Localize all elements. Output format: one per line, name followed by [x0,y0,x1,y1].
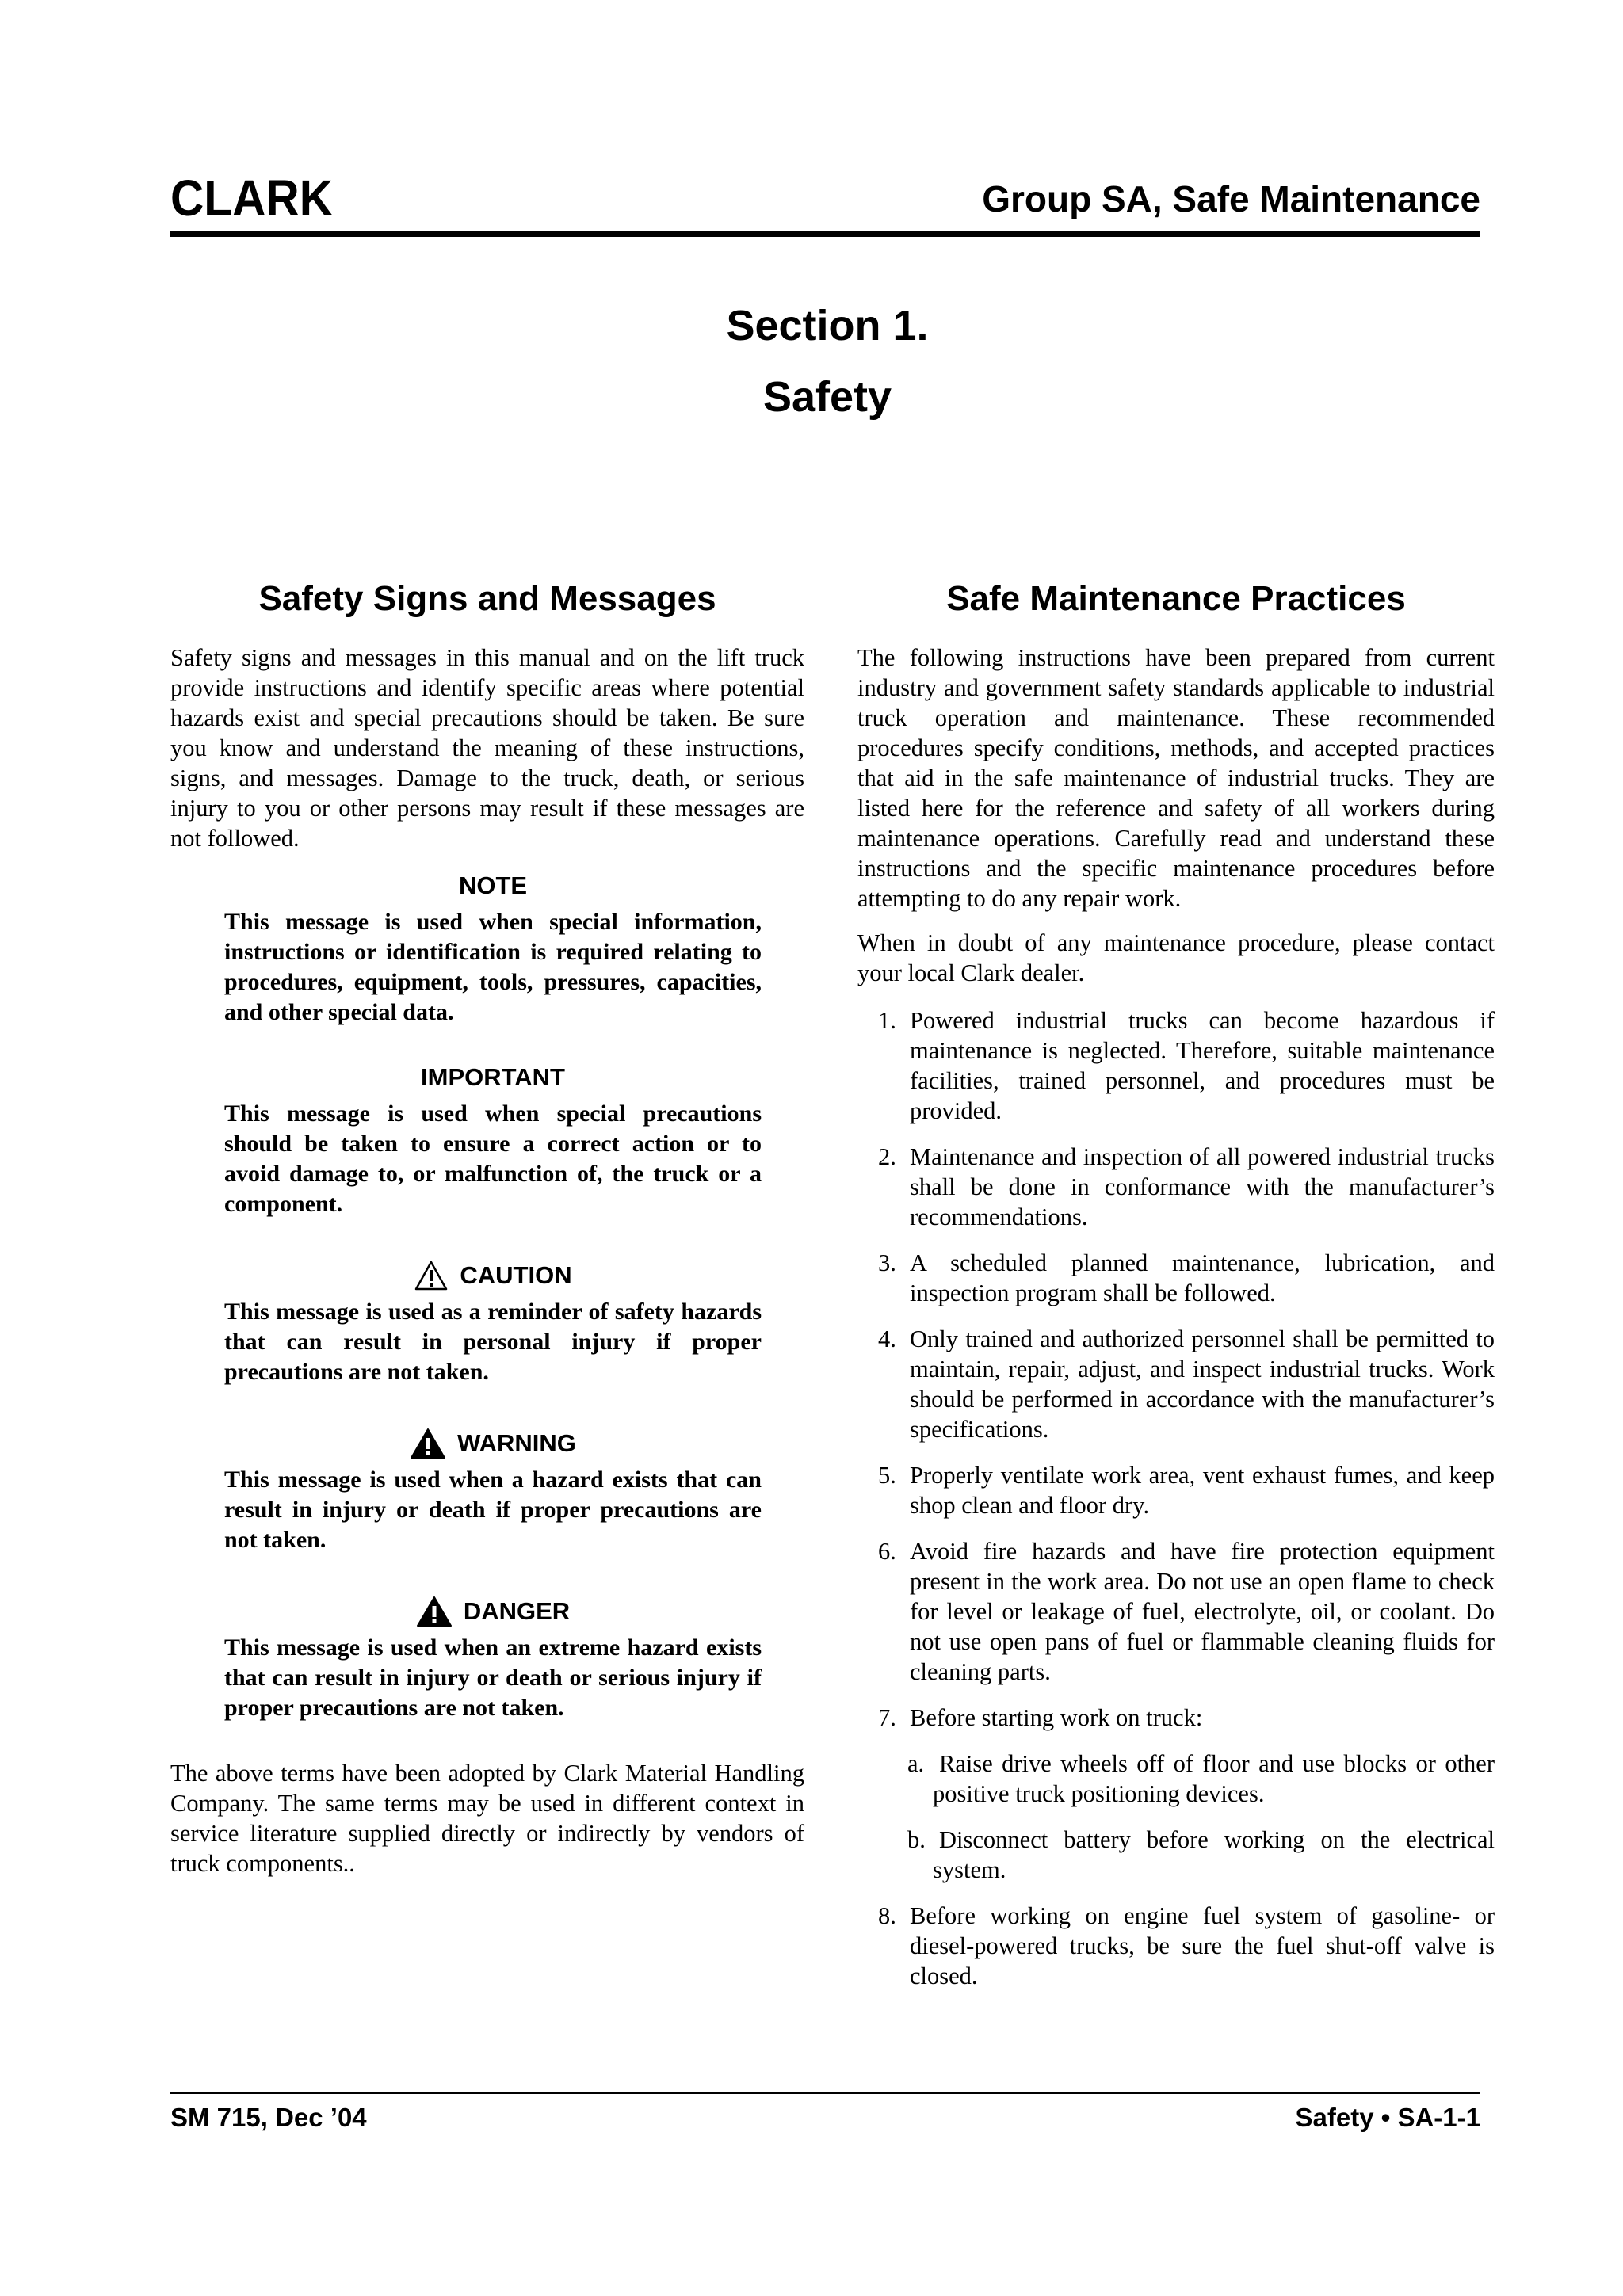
caution-outline-triangle-icon [414,1260,449,1291]
group-title: Group SA, Safe Maintenance [982,178,1480,219]
warning-title: WARNING [457,1428,576,1457]
note-block [224,868,762,1028]
logo-text: CLARK [170,173,333,222]
practice-item [857,1248,1495,1308]
practice-item-text: Powered industrial trucks can become hazardous if maintenance is neglected. Therefore, suitable maintenance facilities, trained personnel, and procedures must be provided. [910,1006,1495,1124]
practice-item-text: A scheduled planned maintenance, lubrication, and inspection program shall be followed. [910,1249,1495,1306]
practice-item-number: 5. [878,1461,896,1489]
note-body: This message is used when special information, instructions or identification is required relating to procedures, equipment, tools, pressures, capacities, and other special data. [224,908,762,1025]
practice-item [857,1005,1495,1126]
note-title: NOTE [458,871,528,899]
practice-item-number: 6. [878,1537,896,1565]
warning-filled-triangle-icon [410,1428,446,1459]
danger-filled-triangle-icon [416,1596,453,1627]
practice-item [857,1142,1495,1232]
practice-subitem [857,1825,1495,1885]
practice-item-text: Avoid fire hazards and have fire protection equipment present in the work area. Do not use an open flame to check for level or leakage of fuel, electrolyte, oil, or coolant. Do not use open pans of fuel or flammable cleaning fluids for cleaning parts. [910,1537,1495,1685]
clark-logo [170,173,337,222]
practice-item-text: Raise drive wheels off of floor and use blocks or other positive truck positioning devices. [933,1749,1495,1807]
practice-item-text: Disconnect battery before working on the electrical system. [933,1825,1495,1883]
footer-page-ref: Safety • SA-1-1 [1295,2103,1480,2132]
practice-item [857,1324,1495,1444]
section-number: Section 1. [726,302,929,349]
practice-item-text: Properly ventilate work area, vent exhaust fumes, and keep shop clean and floor dry. [910,1461,1495,1519]
practice-item [857,1460,1495,1520]
right-column [857,578,1495,2007]
right-doubt-paragraph: When in doubt of any maintenance procedure, please contact your local Clark dealer. [857,929,1495,986]
caution-title: CAUTION [460,1261,572,1289]
practice-item-text: Maintenance and inspection of all powered industrial trucks shall be done in conformance with the manufacturer’s recommendations. [910,1142,1495,1230]
caution-body: This message is used as a reminder of safety hazards that can result in personal injury if proper precautions are not taken. [224,1298,762,1385]
practice-item [857,1703,1495,1733]
right-heading: Safe Maintenance Practices [946,579,1406,618]
left-column [170,578,804,1893]
left-heading: Safety Signs and Messages [258,579,716,618]
practice-item-text: Before starting work on truck: [910,1703,1203,1731]
practice-item-number: 8. [878,1901,896,1929]
footer-manual-ref: SM 715, Dec ’04 [170,2103,367,2132]
warning-block [224,1425,762,1555]
footer-rule [170,2092,1480,2094]
right-intro-paragraph: The following instructions have been prepared from current industry and government safety standards applicable to industrial truck operation and maintenance. These recommended procedures specify conditions, methods, and accepted practices that aid in the safe maintenance of industrial trucks. They are listed here for the reference and safety of all workers during maintenance operations. Carefully read and understand these instructions and the specific maintenance procedures before attempting to do any repair work. [857,643,1495,912]
danger-title: DANGER [463,1596,571,1625]
important-title: IMPORTANT [421,1062,565,1091]
danger-body: This message is used when an extreme hazard exists that can result in injury or death or serious injury if proper precautions are not taken. [224,1634,762,1721]
important-block [224,1059,762,1219]
practice-list [857,1005,1495,1991]
left-closing-paragraph: The above terms have been adopted by Clark Material Handling Company. The same terms may be used in different context in service literature supplied directly or indirectly by vendors of truck components.. [170,1759,804,1877]
caution-block [224,1257,762,1387]
practice-item-text: Only trained and authorized personnel shall be permitted to maintain, repair, adjust, and inspect industrial trucks. Work should be performed in accordance with the manufacturer’s specifications. [910,1325,1495,1443]
practice-item-number: b. [907,1825,926,1853]
section-title: Safety [762,373,892,421]
practice-item-number: a. [907,1749,925,1777]
practice-item [857,1536,1495,1687]
practice-item-text: Before working on engine fuel system of gasoline- or diesel-powered trucks, be sure the fuel shut-off valve is closed. [910,1901,1495,1989]
practice-subitem [857,1749,1495,1809]
important-body: This message is used when special precautions should be taken to ensure a correct action or to avoid damage to, or malfunction of, the truck or a component. [224,1100,762,1217]
practice-item-number: 1. [878,1006,896,1034]
practice-item-number: 2. [878,1142,896,1170]
practice-item-number: 4. [878,1325,896,1352]
practice-item-number: 3. [878,1249,896,1276]
practice-item [857,1901,1495,1991]
warning-body: This message is used when a hazard exists that can result in injury or death if proper precautions are not taken. [224,1466,762,1553]
danger-block [224,1593,762,1723]
left-intro-paragraph: Safety signs and messages in this manual and on the lift truck provide instructions and identify specific areas where potential hazards exist and special precautions should be taken. Be sure you know and understand the meaning of these instructions, signs, and messages. Damage to the truck, death, or serious injury to you or other persons may result if these messages are not followed. [170,643,804,852]
header-rule [170,231,1480,237]
practice-item-number: 7. [878,1703,896,1731]
